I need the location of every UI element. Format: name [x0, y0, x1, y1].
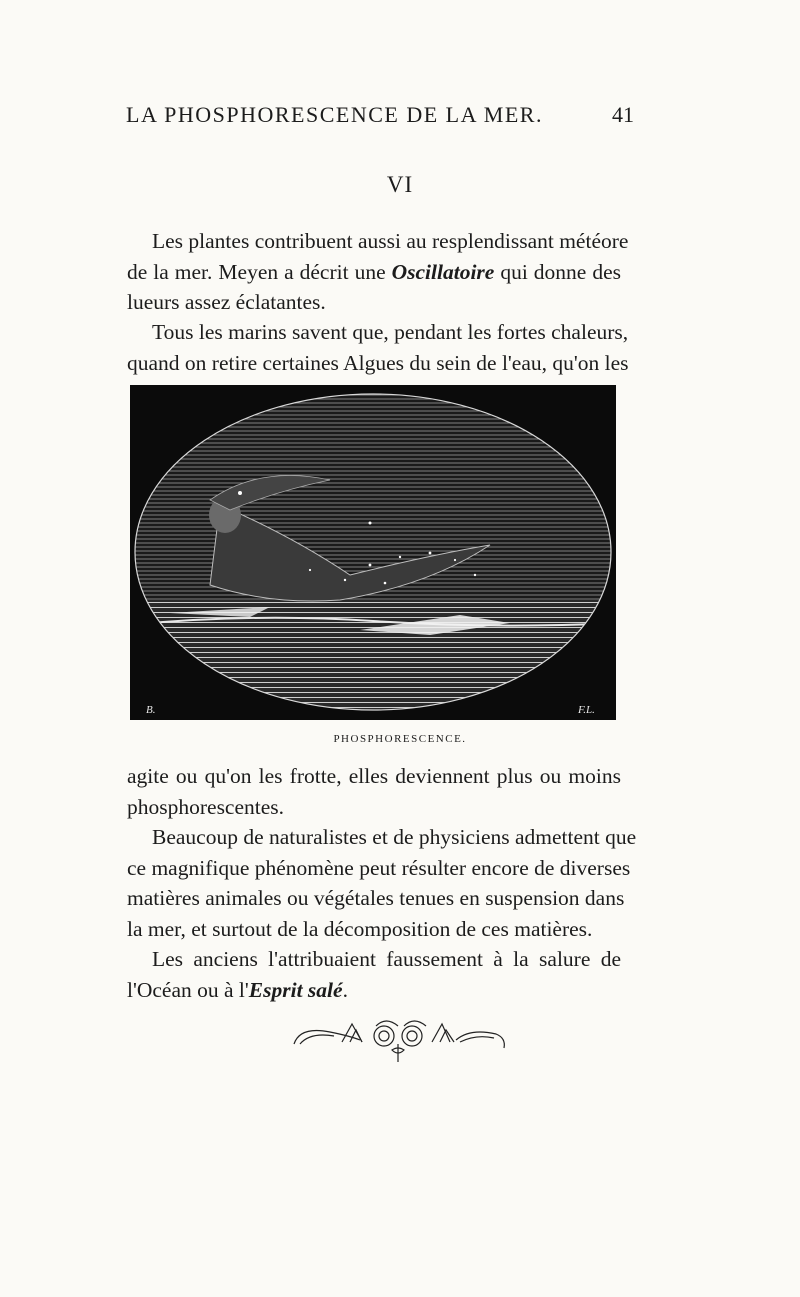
text-line: Beaucoup de naturalistes et de physiciens admettent que: [152, 825, 637, 849]
paragraph-4: [127, 822, 637, 944]
text-line-start: de la mer. Meyen a décrit une: [127, 259, 392, 284]
paragraph-5: [127, 944, 621, 1005]
page-number: 41: [612, 102, 634, 127]
engraving-illustration: [130, 385, 616, 720]
text-line: matières animales ou végétales tenues en suspension dans: [127, 886, 625, 910]
italic-term: Oscillatoire: [391, 259, 495, 284]
text-line: Les anciens l'attribuaient faussement à la salure de: [152, 947, 621, 971]
text-line: ce magnifique phénomène peut résulter encore de diverses: [127, 855, 631, 880]
engraver-signature-right: F.L.: [578, 704, 595, 716]
tailpiece-ornament-icon: [290, 1018, 510, 1069]
text-line: [127, 975, 621, 1006]
chapter-number: VI: [386, 172, 414, 197]
text-line: lueurs assez éclatantes.: [127, 290, 326, 314]
paragraph-1: [127, 226, 629, 318]
text-line: quand on retire certaines Algues du sein de l'eau, qu'on les: [127, 350, 629, 375]
paragraph-3: [127, 761, 621, 822]
text-line: agite ou qu'on les frotte, elles deviennent plus ou moins: [127, 764, 621, 788]
running-title: LA PHOSPHORESCENCE DE LA MER.: [126, 102, 543, 127]
engraving-image: [130, 385, 616, 720]
text-line-end: qui donne des: [494, 259, 621, 284]
paragraph-2: [127, 317, 629, 378]
text-line: Tous les marins savent que, pendant les fortes chaleurs,: [152, 320, 629, 344]
text-line-end: .: [342, 977, 348, 1002]
text-line-start: l'Océan ou à l': [127, 977, 249, 1002]
text-line: la mer, et surtout de la décomposition de ces matières.: [127, 916, 593, 941]
figure-caption: PHOSPHORESCENCE.: [333, 733, 467, 745]
italic-term: Esprit salé: [248, 977, 343, 1002]
text-line: [127, 257, 621, 288]
text-line: Les plantes contribuent aussi au resplendissant météore: [152, 229, 629, 253]
text-line: phosphorescentes.: [127, 794, 285, 819]
engraver-signature-left: B.: [146, 704, 156, 716]
